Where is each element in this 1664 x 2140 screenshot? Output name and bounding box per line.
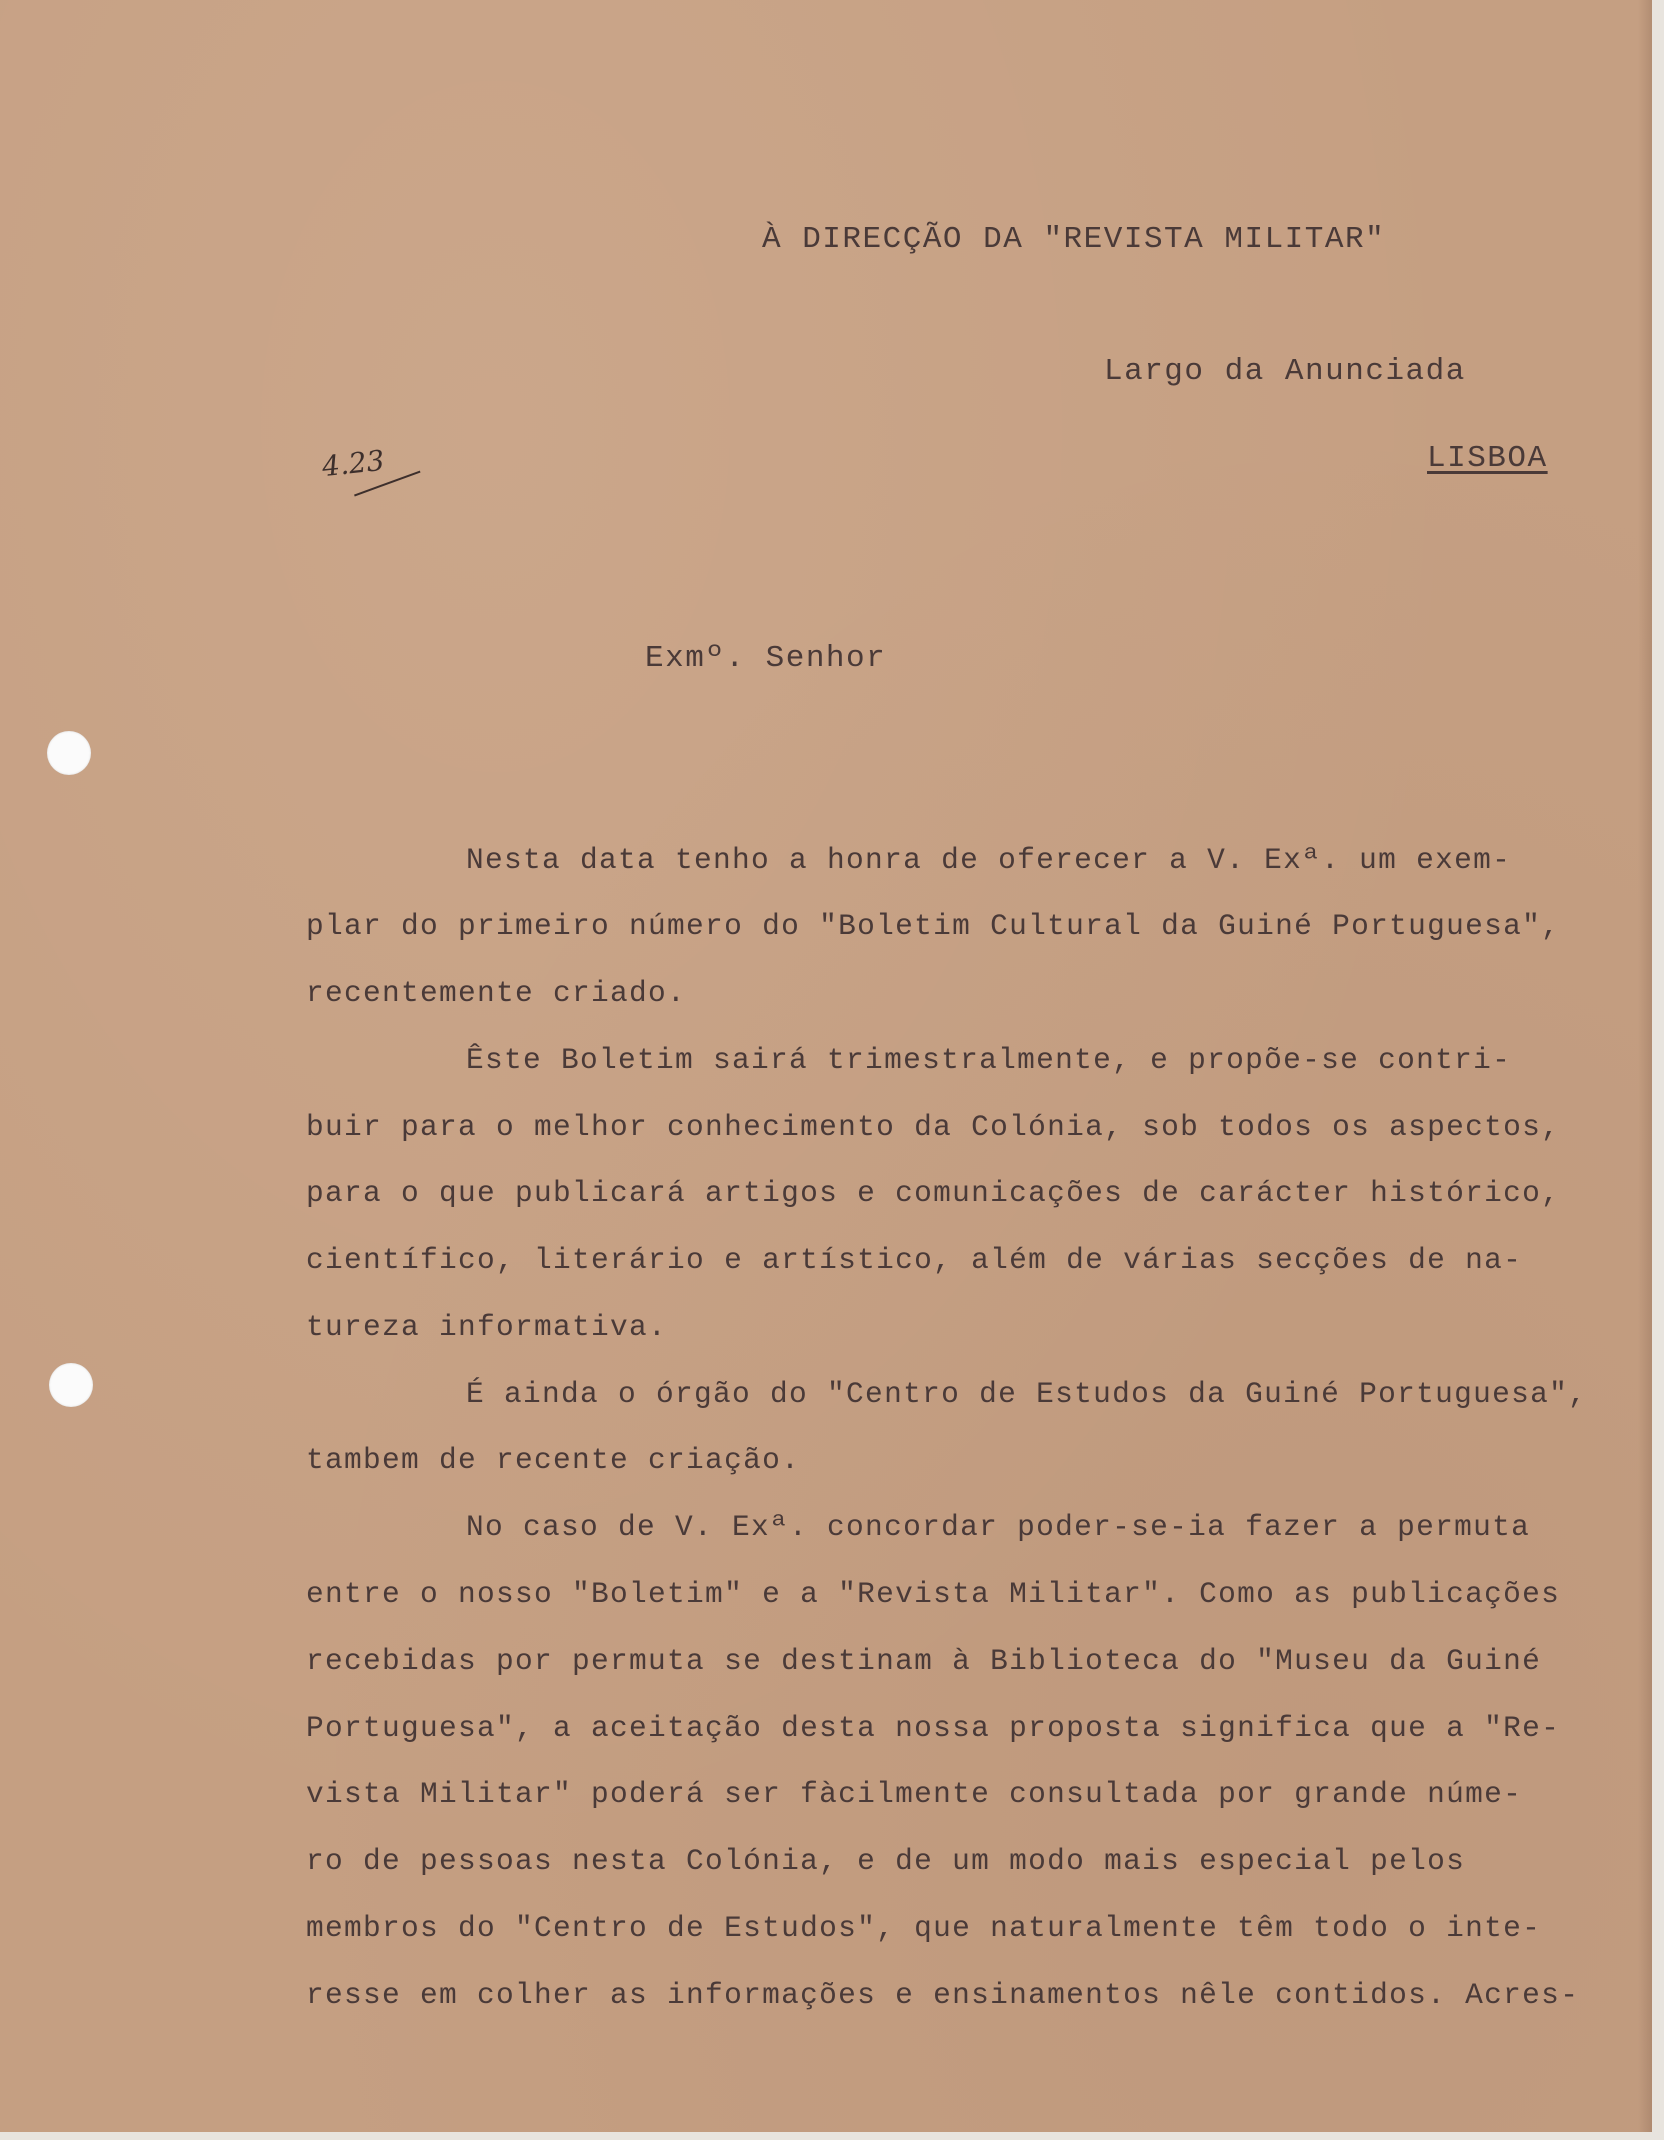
- body-line: entre o nosso "Boletim" e a "Revista Militar". Como as publicações: [306, 1577, 1561, 1611]
- body-line: científico, literário e artístico, além de várias secções de na-: [306, 1243, 1523, 1277]
- body-line: ro de pessoas nesta Colónia, e de um modo mais especial pelos: [306, 1844, 1466, 1878]
- address-city: LISBOA: [1427, 441, 1548, 476]
- body-line: Portuguesa", a aceitação desta nossa proposta significa que a "Re-: [306, 1711, 1561, 1745]
- body-line: tambem de recente criação.: [306, 1443, 801, 1477]
- body-line: recentemente criado.: [306, 976, 687, 1010]
- punch-hole: [47, 731, 91, 775]
- body-line: Nesta data tenho a honra de oferecer a V. Exª. um exem-: [466, 843, 1512, 877]
- body-line: É ainda o órgão do "Centro de Estudos da Guiné Portuguesa",: [466, 1377, 1588, 1411]
- body-line: buir para o melhor conhecimento da Colónia, sob todos os aspectos,: [306, 1110, 1561, 1144]
- body-line: membros do "Centro de Estudos", que naturalmente têm todo o inte-: [306, 1911, 1542, 1945]
- body-line: recebidas por permuta se destinam à Biblioteca do "Museu da Guiné: [306, 1644, 1542, 1678]
- salutation: Exmº. Senhor: [645, 641, 887, 676]
- body-line: plar do primeiro número do "Boletim Cultural da Guiné Portuguesa",: [306, 909, 1561, 943]
- punch-hole: [49, 1363, 93, 1407]
- body-line: vista Militar" poderá ser fàcilmente consultada por grande núme-: [306, 1777, 1523, 1811]
- address-street: Largo da Anunciada: [1104, 354, 1466, 389]
- body-line: tureza informativa.: [306, 1310, 668, 1344]
- body-line: para o que publicará artigos e comunicações de carácter histórico,: [306, 1176, 1561, 1210]
- handwritten-reference: 4.23: [320, 443, 386, 484]
- body-line: No caso de V. Exª. concordar poder-se-ia fazer a permuta: [466, 1510, 1531, 1544]
- body-line: Êste Boletim sairá trimestralmente, e propõe-se contri-: [466, 1043, 1512, 1077]
- body-line: resse em colher as informações e ensinamentos nêle contidos. Acres-: [306, 1978, 1580, 2012]
- addressee: À DIRECÇÃO DA "REVISTA MILITAR": [762, 222, 1386, 257]
